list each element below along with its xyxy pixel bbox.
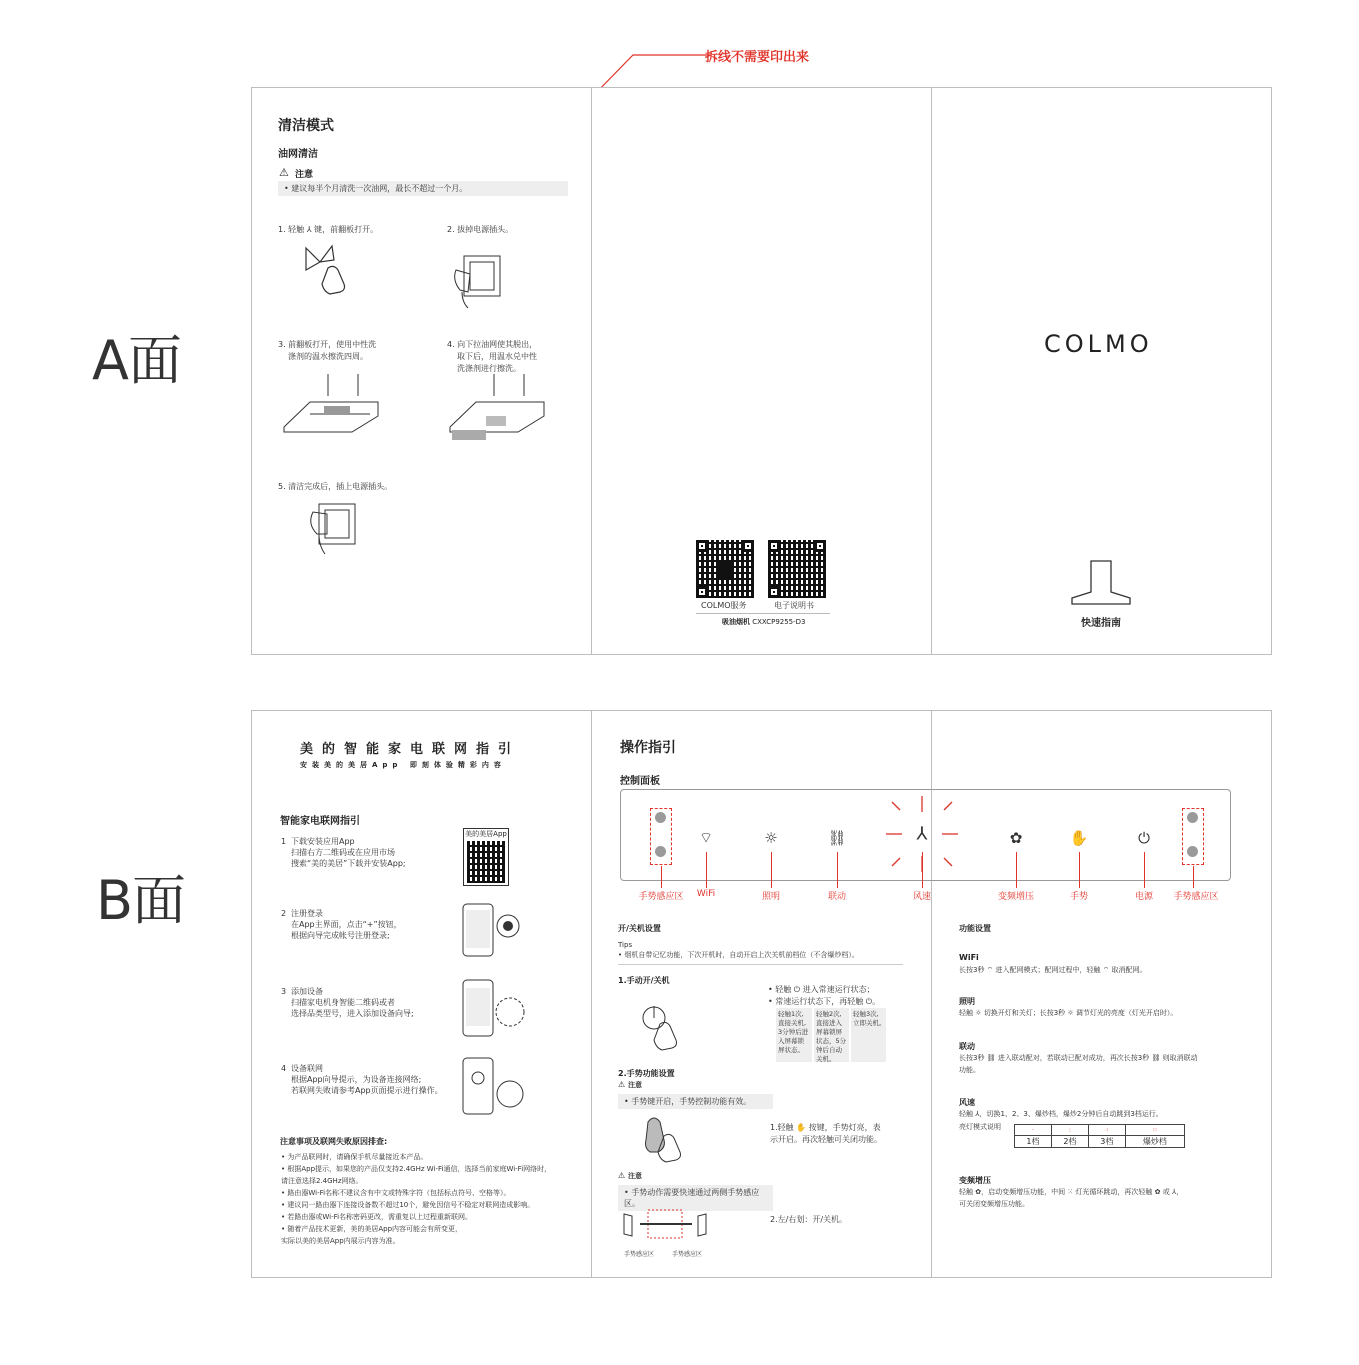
fan-col-boost: 爆炒档 xyxy=(1125,1136,1184,1148)
swipe-text: 2.左/右划：开/关机。 xyxy=(770,1215,848,1224)
label-fan-speed: 风速 xyxy=(912,892,932,902)
label-link: 联动 xyxy=(827,892,847,902)
leader-gesture-left xyxy=(661,866,662,888)
manual-line2: • 常速运行状态下，再轻触 ⏻。 xyxy=(768,997,881,1006)
troubleshoot-title: 注意事项及联网失败原因排查: xyxy=(280,1137,388,1146)
label-power: 电源 xyxy=(1134,892,1154,902)
tap-box-line: 直接进入 xyxy=(816,1019,842,1027)
unplug-illustration xyxy=(450,250,505,310)
control-panel-title: 控制面板 xyxy=(620,776,660,787)
warning-icon: ⚠ xyxy=(279,166,289,179)
wifi-setting-title: WiFi xyxy=(959,953,979,962)
step-3-line2: 涤剂的温水擦洗四周。 xyxy=(288,352,368,361)
gesture-sensor-right-bottom xyxy=(1187,846,1198,857)
app-qr-frame xyxy=(463,828,509,886)
label-gesture-zone-right: 手势感应区 xyxy=(1173,892,1219,902)
tap-box-line: 轻触3次, xyxy=(853,1010,879,1018)
model-line xyxy=(722,617,806,627)
leader-gesture xyxy=(1079,852,1080,888)
qr-divider xyxy=(696,613,830,614)
label-gesture-zone-left: 手势感应区 xyxy=(638,892,684,902)
step4-line1: 设备联网 xyxy=(291,1064,323,1073)
step2-line1: 注册登录 xyxy=(291,909,323,918)
gesture-setting-title: 2.手势功能设置 xyxy=(618,1069,675,1078)
tap-box-line: 入屏幕锁 xyxy=(778,1037,804,1045)
side-label-b: B面 xyxy=(96,869,186,932)
step-4-line3: 洗涤剂进行擦洗。 xyxy=(457,364,521,373)
power-icon[interactable]: ⏻ xyxy=(1138,829,1150,847)
fold-line-a2 xyxy=(931,87,932,655)
wifi-setting-desc: 长按3秒 ⌔ 进入配网模式；配网过程中，轻触 ⌔ 取消配网。 xyxy=(959,966,1147,974)
gesture-sensor-left-bottom xyxy=(655,846,666,857)
tap-once-box xyxy=(776,1008,812,1062)
troubleshoot-item: • 根据App提示，如果您的产品仅支持2.4GHz Wi-Fi通信，选择当前家庭Wi-Fi网络时， xyxy=(281,1165,552,1173)
troubleshoot-item: • 路由器Wi-Fi名称不建议含有中文或特殊字符（包括标点符号、空格等）。 xyxy=(281,1189,511,1197)
tap-box-line: 屏状态。 xyxy=(778,1046,804,1054)
oil-net-pull-illustration xyxy=(446,372,546,444)
troubleshoot-list xyxy=(281,1151,551,1247)
leader-boost xyxy=(1016,852,1017,888)
step2-line3: 根据向导完成帐号注册登录; xyxy=(291,931,390,940)
notice2-label: 注意 xyxy=(628,1172,642,1180)
notice1-bar: • 手势键开启，手势控制功能有效。 xyxy=(618,1094,773,1109)
onoff-title: 开/关机设置 xyxy=(618,924,661,933)
leader-gesture-right xyxy=(1193,866,1194,888)
operation-guide-title: 操作指引 xyxy=(620,740,676,756)
step4-number: 4 xyxy=(281,1064,287,1073)
tap-twice-box xyxy=(814,1008,849,1062)
troubleshoot-item: 实际以美的美居App内展示内容为准。 xyxy=(281,1237,400,1245)
side-label-a: A面 xyxy=(92,329,181,392)
gesture-line1: 1.轻触 ✋ 按键，手势灯亮，表 xyxy=(770,1123,881,1132)
notice-label: 注意 xyxy=(295,170,314,180)
step-4-line2: 取下后，用温水兑中性 xyxy=(457,352,537,361)
boost-icon[interactable]: ✿ xyxy=(1009,829,1023,847)
fan-speed-icon[interactable]: ⅄ xyxy=(916,823,928,845)
boost-setting-desc1: 轻触 ✿，启动变频增压功能，中间 ⁙ 灯光循环跳动，再次轻触 ✿ 或 ⅄， xyxy=(959,1188,1184,1196)
hand-touch-fan-illustration xyxy=(300,240,355,295)
model-name: 吸油烟机 xyxy=(722,618,750,626)
smart-guide-title: 美的智能家电联网指引 xyxy=(300,742,521,757)
step3-line1: 添加设备 xyxy=(291,987,323,996)
e-manual-qr xyxy=(768,540,826,598)
step3-line3: 选择品类型号，进入添加设备向导; xyxy=(291,1009,414,1018)
link-setting-title: 联动 xyxy=(959,1042,975,1051)
tap-thrice-box xyxy=(851,1008,886,1062)
tap-box-line: 直接关机, xyxy=(778,1019,807,1027)
leader-link xyxy=(837,852,838,888)
link-icon[interactable]: ⛓ xyxy=(827,829,847,847)
notice-bar: • 建议每半个月清洗一次油网，最长不超过一个月。 xyxy=(278,181,568,196)
link-setting-desc1: 长按3秒 ⛓ 进入联动配对，若联动已配对成功，再次长按3秒 ⛓ 则取消联动 xyxy=(959,1054,1198,1062)
wifi-icon[interactable]: ⌔ xyxy=(698,828,714,847)
leader-power xyxy=(1144,852,1145,888)
cleaning-mode-title: 清洁模式 xyxy=(278,118,334,134)
step2-line2: 在App主界面，点击“+”按钮， xyxy=(291,920,402,929)
notice1-label: 注意 xyxy=(628,1081,642,1089)
gesture-icon[interactable]: ✋ xyxy=(1069,829,1089,847)
annotation-text: 拆线不需要印出来 xyxy=(705,50,810,65)
colmo-service-qr xyxy=(696,540,754,598)
step3-line2: 扫描家电机身智能二维码或者 xyxy=(291,998,395,1007)
troubleshoot-item: 请注意选择2.4GHz网络。 xyxy=(281,1177,363,1185)
swipe-zone-right-label: 手势感应区 xyxy=(672,1251,703,1258)
troubleshoot-item: • 随着产品技术更新，美的美居App内容可能会有所变更， xyxy=(281,1225,463,1233)
gesture-sensor-left-top xyxy=(655,812,666,823)
light-icon[interactable]: ☼ xyxy=(764,829,778,847)
oil-net-subtitle: 油网清洁 xyxy=(278,149,318,160)
phone-scan-illustration xyxy=(460,978,532,1040)
notice2-icon: ⚠ xyxy=(618,1171,626,1180)
fan-light-3: ⁖ xyxy=(1088,1125,1125,1136)
gesture-sensor-right-top xyxy=(1187,812,1198,823)
tips-label: Tips xyxy=(618,941,633,949)
notice1-icon: ⚠ xyxy=(618,1080,626,1089)
fan-light-1: · xyxy=(1015,1125,1052,1136)
step1-line2: 扫描右方二维码或在应用市场 xyxy=(291,848,395,857)
step1-line3: 搜索“美的美居”下载并安装App; xyxy=(291,859,406,868)
label-light: 照明 xyxy=(761,892,781,902)
step-2-text: 2. 拔掉电源插头。 xyxy=(447,225,514,234)
fan-col-3: 3档 xyxy=(1088,1136,1125,1148)
hood-wash-illustration xyxy=(280,372,380,437)
troubleshoot-item: • 建议同一路由器下连接设备数不超过10个，避免因信号不稳定对联网造成影响。 xyxy=(281,1201,535,1209)
fan-light-mode-label: 亮灯模式说明 xyxy=(959,1123,1001,1131)
tap-box-line: 轻触1次, xyxy=(778,1010,804,1018)
fan-col-2: 2档 xyxy=(1051,1136,1088,1148)
fan-col-1: 1档 xyxy=(1015,1136,1052,1148)
app-qr-label: 美的美居App xyxy=(465,830,507,838)
swipe-gesture-illustration xyxy=(620,1206,710,1246)
fan-setting-desc: 轻触 ⅄，切换1、2、3、爆炒档，爆炒2分钟后自动跳到3档运行。 xyxy=(959,1110,1163,1118)
tap-box-line: 3分钟后进 xyxy=(778,1028,809,1036)
function-settings-title: 功能设置 xyxy=(959,924,991,933)
tap-box-line: 关机。 xyxy=(816,1055,836,1063)
boost-setting-desc2: 可关闭变频增压功能。 xyxy=(959,1200,1029,1208)
fold-line-b1 xyxy=(591,710,592,1278)
fan-setting-title: 风速 xyxy=(959,1098,975,1107)
smart-guide-subtitle: 安装美的美居App 即刻体验精彩内容 xyxy=(300,761,506,769)
phone-add-illustration xyxy=(460,902,530,960)
step1-line1: 下载安装应用App xyxy=(291,837,355,846)
step-1-text: 1. 轻触 ⅄ 键，前翻板打开。 xyxy=(278,225,379,234)
tips-divider xyxy=(618,964,903,965)
tips-text: • 烟机自带记忆功能，下次开机时，自动开启上次关机前档位（不含爆炒档）。 xyxy=(618,951,859,959)
range-hood-icon xyxy=(1070,558,1132,606)
fan-light-2: : xyxy=(1051,1125,1088,1136)
step-3-line1: 3. 前翻板打开，使用中性洗 xyxy=(278,340,377,349)
quick-guide-title: 快速指南 xyxy=(1081,618,1121,629)
step-4-line1: 4. 向下拉油网使其脱出， xyxy=(447,340,538,349)
troubleshoot-item: • 为产品联网时，请确保手机尽量接近本产品。 xyxy=(281,1153,428,1161)
link-setting-desc2: 功能。 xyxy=(959,1066,980,1074)
network-section-title: 智能家电联网指引 xyxy=(280,816,360,827)
phone-connect-illustration xyxy=(460,1056,532,1118)
plug-in-illustration xyxy=(305,498,360,558)
label-wifi: WiFi xyxy=(696,889,716,899)
notice2-bar: • 手势动作需要快速通过两侧手势感应区。 xyxy=(618,1185,773,1211)
step4-line3: 若联网失败请参考App页面提示进行操作。 xyxy=(291,1086,443,1095)
manual-title: 1.手动开/关机 xyxy=(618,976,670,985)
qr1-label: COLMO服务 xyxy=(701,601,747,610)
step-5-text: 5. 清洁完成后，插上电源插头。 xyxy=(278,482,393,491)
light-setting-title: 照明 xyxy=(959,997,975,1006)
qr2-label: 电子说明书 xyxy=(774,601,814,610)
step4-line2: 根据App向导提示，为设备连接网络; xyxy=(291,1075,422,1084)
label-boost: 变频增压 xyxy=(997,892,1035,902)
gesture-line2: 示开启。再次轻触可关闭功能。 xyxy=(770,1135,882,1144)
gesture-hand-illustration xyxy=(640,1112,690,1164)
manual-line1: • 轻触 ⏻ 进入常速运行状态； xyxy=(768,985,875,994)
tap-box-line: 钟后自动 xyxy=(816,1046,842,1054)
model-code: CXXCP9255-D3 xyxy=(752,618,806,626)
fan-light-mode-table xyxy=(1014,1124,1185,1148)
fold-line-a1 xyxy=(591,87,592,655)
tap-box-line: 立即关机。 xyxy=(853,1019,886,1027)
fan-light-boost: ⁙ xyxy=(1125,1125,1184,1136)
light-setting-desc: 轻触 ☼ 切换开灯和关灯；长按3秒 ☼ 调节灯光的亮度（灯光开启时）。 xyxy=(959,1009,1178,1017)
step1-number: 1 xyxy=(281,837,287,846)
step3-number: 3 xyxy=(281,987,287,996)
leader-fan xyxy=(922,852,923,888)
leader-light xyxy=(771,852,772,888)
label-gesture: 手势 xyxy=(1069,892,1089,902)
boost-setting-title: 变频增压 xyxy=(959,1176,991,1185)
power-touch-illustration xyxy=(638,1000,690,1052)
step2-number: 2 xyxy=(281,909,287,918)
brand-logo: COLMO xyxy=(1044,330,1153,358)
tap-box-line: 屏幕锁屏 xyxy=(816,1028,842,1036)
tap-box-line: 状态，5分 xyxy=(816,1037,847,1045)
leader-wifi xyxy=(706,852,707,888)
troubleshoot-item: • 若路由器或Wi-Fi名称密码更改，需重复以上过程重新联网。 xyxy=(281,1213,473,1221)
tap-box-line: 轻触2次, xyxy=(816,1010,842,1018)
meiju-app-qr xyxy=(467,841,505,883)
swipe-zone-left-label: 手势感应区 xyxy=(624,1251,655,1258)
